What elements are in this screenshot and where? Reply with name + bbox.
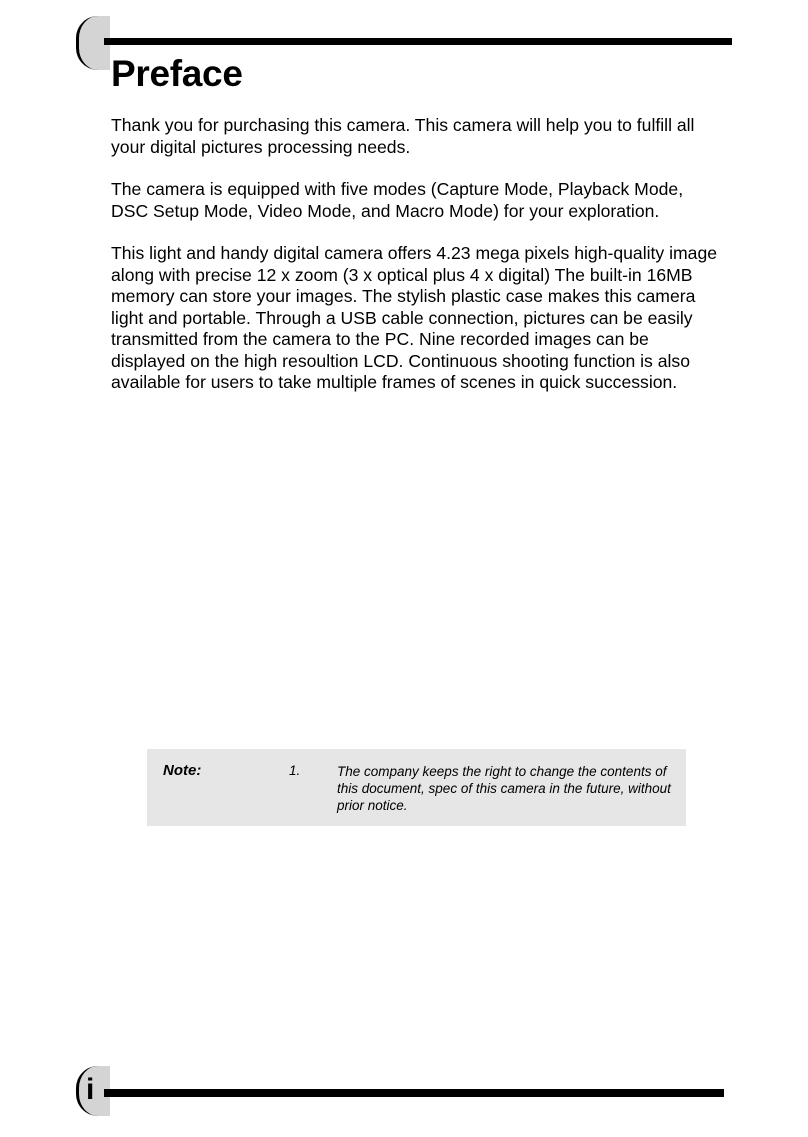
page-number: i [86, 1073, 95, 1106]
note-label: Note: [163, 762, 202, 779]
note-item-text: The company keeps the right to change the contents of this document, spec of this camera in the future, without prior notice. [337, 764, 671, 813]
preface-body [111, 115, 723, 415]
paragraph-intro: Thank you for purchasing this camera. This camera will help you to fulfill all your digital pictures processing needs. [111, 115, 695, 157]
header-rule [104, 38, 732, 45]
footer-rule [104, 1089, 724, 1097]
paragraph-modes: The camera is equipped with five modes (Capture Mode, Playback Mode, DSC Setup Mode, Video Mode, and Macro Mode) for your exploration. [111, 179, 684, 221]
paragraph-features: This light and handy digital camera offers 4.23 mega pixels high-quality image along with precise 12 x zoom (3 x optical plus 4 x digital) The built-in 16MB memory can store your images. The stylish plastic case makes this camera light and portable. Through a USB cable connection, pictures can be easily transmitted from the camera to the PC. Nine recorded images can be displayed on the high resoultion LCD. Continuous shooting function is also available for users to take multiple frames of scenes in quick succession. [111, 243, 718, 392]
note-box [147, 749, 686, 826]
note-item-number: 1. [289, 763, 301, 778]
page-title: Preface [111, 53, 243, 94]
